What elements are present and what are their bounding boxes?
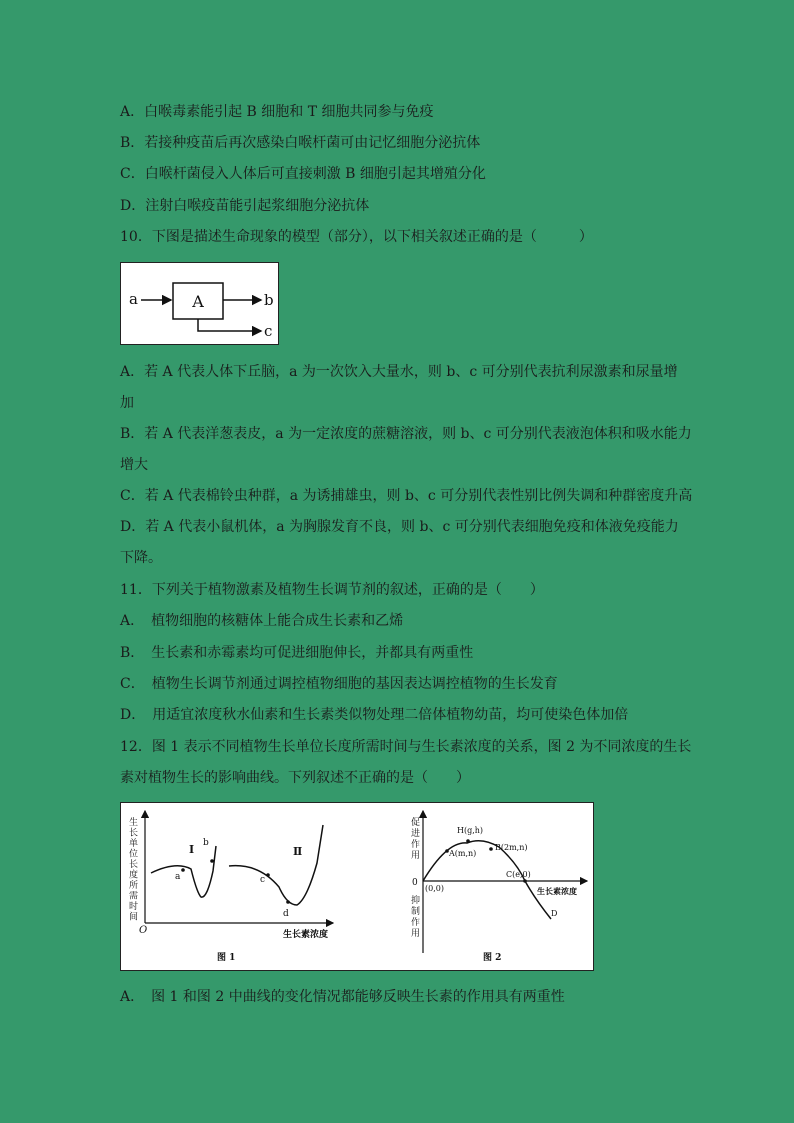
q10-option-c: C．若 A 代表棉铃虫种群，a 为诱捕雄虫，则 b、c 可分别代表性别比例失调和种群密度升高 — [120, 488, 693, 504]
fig1-origin: O — [139, 925, 148, 936]
q9-option-d: D．注射白喉疫苗能引起浆细胞分泌抗体 — [120, 198, 370, 214]
fig1-label-d: d — [283, 909, 289, 919]
fig1-label-curve-2: Ⅱ — [293, 845, 303, 858]
diagram-output-c: c — [264, 322, 273, 340]
fig2-label-h: H(g,h) — [457, 826, 484, 835]
fig2-label-d: D — [551, 909, 558, 918]
q12-figure — [120, 802, 594, 971]
q12-stem-line1: 12．图 1 表示不同植物生长单位长度所需时间与生长素浓度的关系，图 2 为不同浓度的生长 — [120, 739, 692, 755]
q11-option-b: B． 生长素和赤霉素均可促进细胞伸长，并都具有两重性 — [120, 645, 474, 661]
q10-option-b-line2: 增大 — [120, 457, 148, 473]
fig2-ylabel-top-char: 进 — [411, 829, 421, 839]
fig2-label-a: A(m,n) — [449, 849, 477, 858]
fig1-ylabel-text-char: 长 — [129, 828, 139, 839]
fig2-point-c — [523, 879, 527, 883]
q9-option-c: C．白喉杆菌侵入人体后可直接刺激 B 细胞引起其增殖分化 — [120, 166, 486, 182]
fig1-point-b — [210, 859, 214, 863]
fig1-ylabel-text-char: 所 — [129, 881, 139, 891]
fig2-ylabel-bottom-char: 用 — [411, 929, 421, 939]
fig1-label-c: c — [260, 875, 266, 885]
diagram-output-b: b — [264, 291, 274, 309]
q10-option-a-line2: 加 — [120, 395, 134, 411]
fig1-ylabel — [129, 816, 138, 923]
fig1-caption: 图 1 — [217, 953, 236, 963]
fig1-ylabel-text-char: 时 — [129, 902, 139, 912]
fig1-label-b: b — [203, 838, 209, 848]
fig1-ylabel-text-char: 间 — [129, 912, 139, 923]
figure-1 — [129, 811, 333, 963]
fig2-zero: 0 — [412, 878, 418, 888]
q11-option-c: C． 植物生长调节剂通过调控植物细胞的基因表达调控植物的生长发育 — [120, 676, 558, 692]
diagram-arrow-c — [198, 319, 261, 331]
fig2-caption: 图 2 — [483, 953, 502, 963]
q10-option-a-line1: A．若 A 代表人体下丘脑，a 为一次饮入大量水，则 b、c 可分别代表抗利尿激素和尿量增 — [120, 364, 678, 380]
fig2-point-b — [489, 847, 493, 851]
fig2-ylabel-bottom-char: 制 — [411, 907, 421, 917]
fig2-ylabel-bottom-char: 抑 — [411, 896, 421, 906]
fig1-label-a: a — [175, 872, 181, 882]
fig1-ylabel-text-char: 位 — [129, 849, 139, 860]
fig1-point-d — [286, 900, 290, 904]
fig2-ylabel-top-char: 作 — [411, 840, 421, 850]
fig2-ylabel-top-char: 用 — [411, 851, 421, 861]
fig2-label-b: B(2m,n) — [495, 843, 528, 852]
fig1-ylabel-text-char: 需 — [129, 891, 139, 902]
svg-text:促进作用 — [411, 817, 420, 861]
q11-stem: 11．下列关于植物激素及植物生长调节剂的叙述，正确的是（ ） — [120, 582, 544, 598]
svg-text:生长单位长度所需时间 — [129, 816, 138, 923]
fig1-ylabel-text-char: 生 — [129, 818, 139, 828]
q9-option-a: A．白喉毒素能引起 B 细胞和 T 细胞共同参与免疫 — [120, 104, 434, 120]
q12-stem-line2: 素对植物生长的影响曲线。下列叙述不正确的是（ ） — [120, 770, 470, 786]
q10-model-diagram — [120, 262, 279, 345]
fig1-curve-2 — [229, 825, 323, 905]
svg-text:抑制作用 — [411, 894, 420, 939]
fig2-ylabel-top-char: 促 — [411, 818, 421, 828]
diagram-box-label: A — [192, 292, 204, 311]
fig1-xlabel: 生长素浓度 — [283, 930, 329, 940]
fig2-point-h — [466, 839, 470, 843]
q10-option-d-line2: 下降。 — [120, 550, 162, 566]
fig2-curve — [423, 841, 551, 919]
fig1-ylabel-text-char: 长 — [129, 860, 139, 870]
q10-stem: 10．下图是描述生命现象的模型（部分），以下相关叙述正确的是（ ） — [120, 229, 593, 245]
fig1-point-c — [266, 873, 270, 877]
fig1-ylabel-text-char: 单 — [129, 839, 139, 849]
q11-option-a: A． 植物细胞的核糖体上能合成生长素和乙烯 — [120, 613, 404, 629]
fig1-label-curve-1: Ⅰ — [189, 843, 195, 856]
q10-option-d-line1: D．若 A 代表小鼠机体，a 为胸腺发育不良，则 b、c 可分别代表细胞免疫和体液免疫能力 — [120, 519, 679, 535]
fig2-xlabel: 生长素浓度 — [537, 886, 577, 896]
fig2-ylabel-bottom-char: 作 — [411, 918, 421, 928]
q9-option-b: B．若接种疫苗后再次感染白喉杆菌可由记忆细胞分泌抗体 — [120, 135, 481, 151]
fig2-origin-label: (0,0) — [425, 884, 444, 893]
figure-2 — [411, 811, 587, 963]
diagram-input-a: a — [129, 290, 138, 308]
fig1-ylabel-text-char: 度 — [129, 870, 139, 881]
q11-option-d: D． 用适宜浓度秋水仙素和生长素类似物处理二倍体植物幼苗，均可使染色体加倍 — [120, 707, 629, 723]
fig2-label-c: C(e,0) — [506, 870, 531, 879]
q10-option-b-line1: B．若 A 代表洋葱表皮，a 为一定浓度的蔗糖溶液，则 b、c 可分别代表液泡体积和吸水能力 — [120, 426, 692, 442]
q12-option-a: A． 图 1 和图 2 中曲线的变化情况都能够反映生长素的作用具有两重性 — [120, 989, 565, 1005]
fig1-point-a — [181, 868, 185, 872]
